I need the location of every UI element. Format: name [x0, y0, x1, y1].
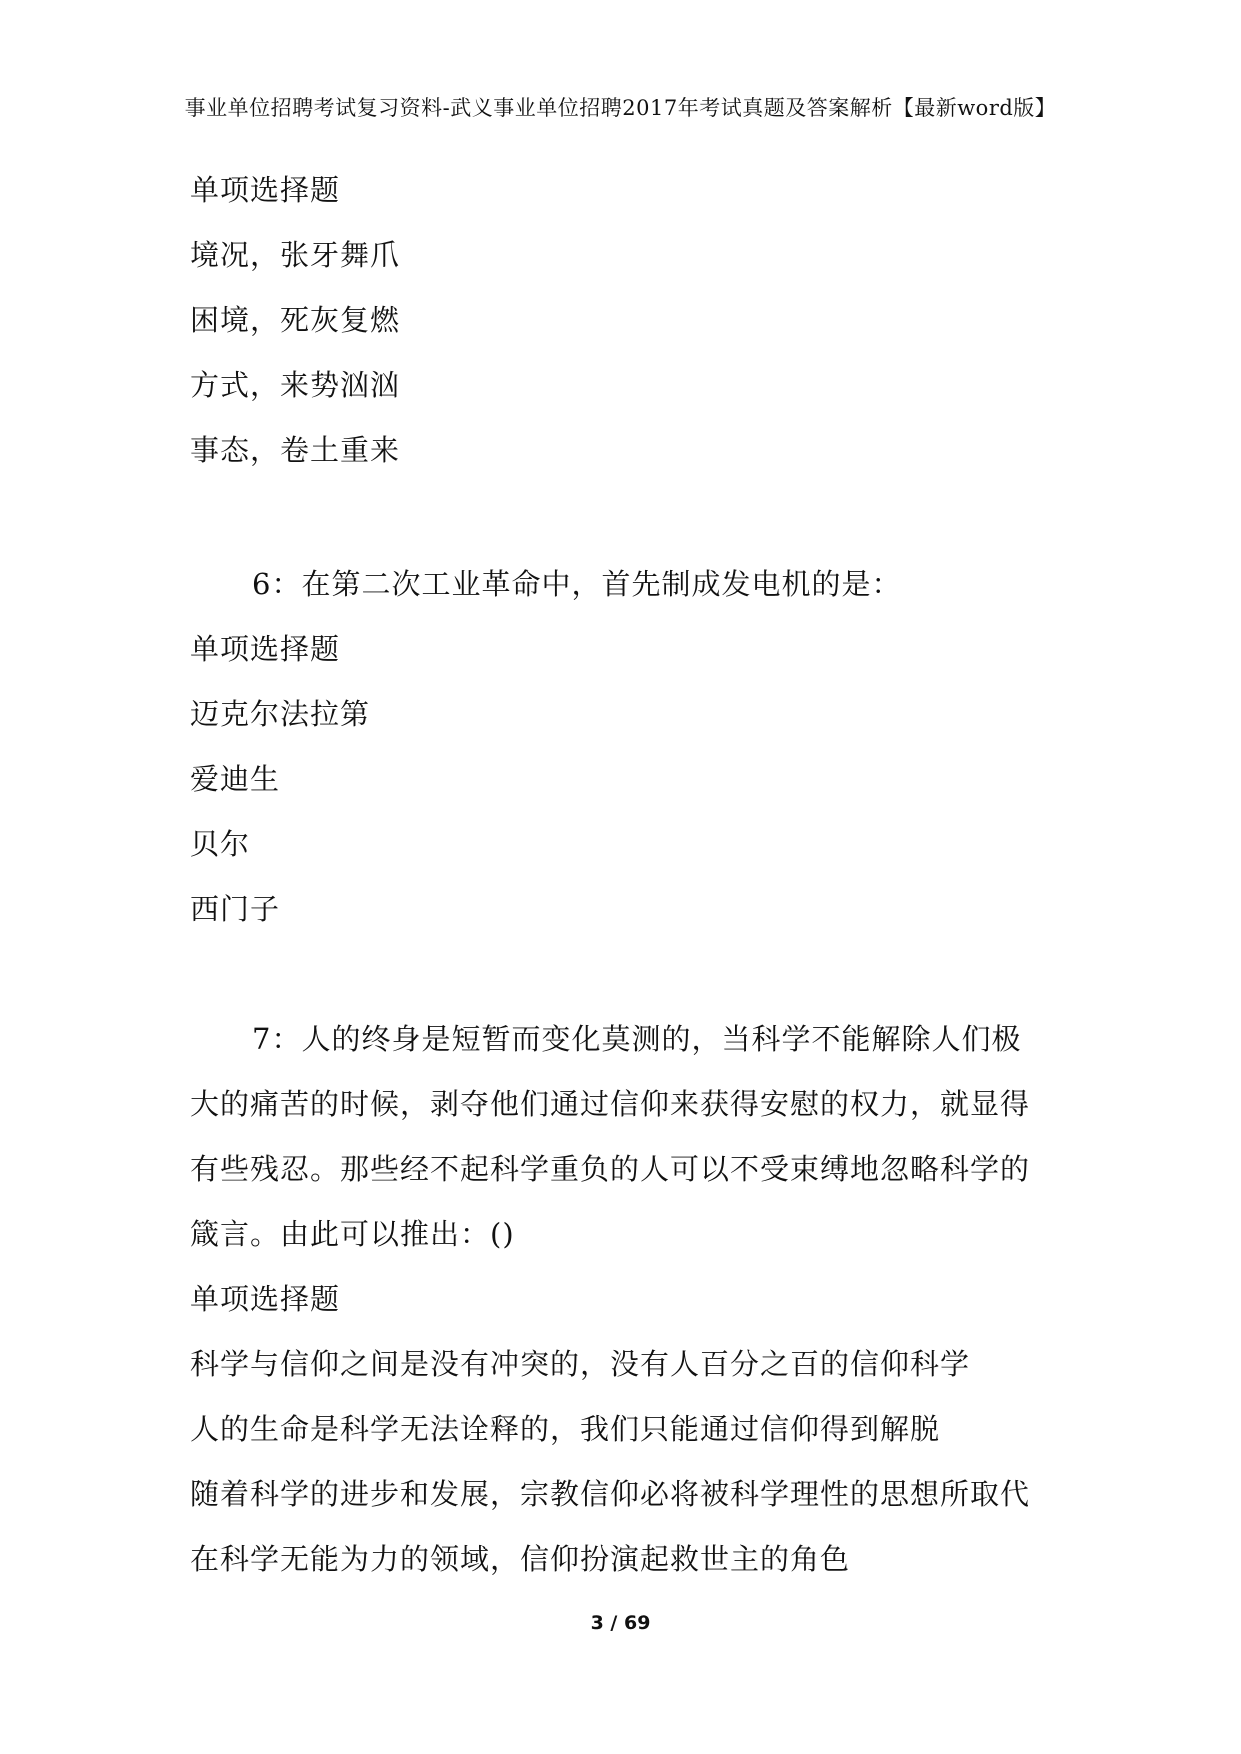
question-5-option-b: 困境，死灰复燃 — [190, 303, 401, 337]
question-7-option-c: 随着科学的进步和发展，宗教信仰必将被科学理性的思想所取代 — [190, 1477, 1031, 1511]
question-7-stem-line-4: 箴言。由此可以推出：() — [190, 1217, 515, 1251]
question-7-option-d: 在科学无能为力的领域，信仰扮演起救世主的角色 — [190, 1542, 851, 1576]
question-6-option-c: 贝尔 — [190, 827, 251, 861]
question-7-stem-line-3: 有些残忍。那些经不起科学重负的人可以不受束缚地忽略科学的 — [190, 1152, 1031, 1186]
question-5-option-c: 方式，来势汹汹 — [190, 368, 401, 402]
question-7-option-b: 人的生命是科学无法诠释的，我们只能通过信仰得到解脱 — [190, 1412, 941, 1446]
question-7-type: 单项选择题 — [190, 1282, 341, 1316]
question-6-option-d: 西门子 — [190, 892, 281, 926]
question-6-type: 单项选择题 — [190, 632, 341, 666]
question-5-type: 单项选择题 — [190, 173, 341, 207]
question-7-stem-line-1: 7：人的终身是短暂而变化莫测的，当科学不能解除人们极 — [252, 1022, 1022, 1056]
question-5-option-d: 事态，卷土重来 — [190, 433, 401, 467]
question-6-option-a: 迈克尔法拉第 — [190, 697, 371, 731]
page-header: 事业单位招聘考试复习资料-武义事业单位招聘2017年考试真题及答案解析【最新word版】 — [184, 96, 1057, 120]
page-number: 3 / 69 — [590, 1612, 651, 1634]
question-5-option-a: 境况，张牙舞爪 — [190, 238, 401, 272]
question-7-option-a: 科学与信仰之间是没有冲突的，没有人百分之百的信仰科学 — [190, 1347, 971, 1381]
question-7-stem-line-2: 大的痛苦的时候，剥夺他们通过信仰来获得安慰的权力，就显得 — [190, 1087, 1031, 1121]
question-6-option-b: 爱迪生 — [190, 762, 281, 796]
question-6-stem: 6：在第二次工业革命中，首先制成发电机的是： — [252, 567, 902, 601]
